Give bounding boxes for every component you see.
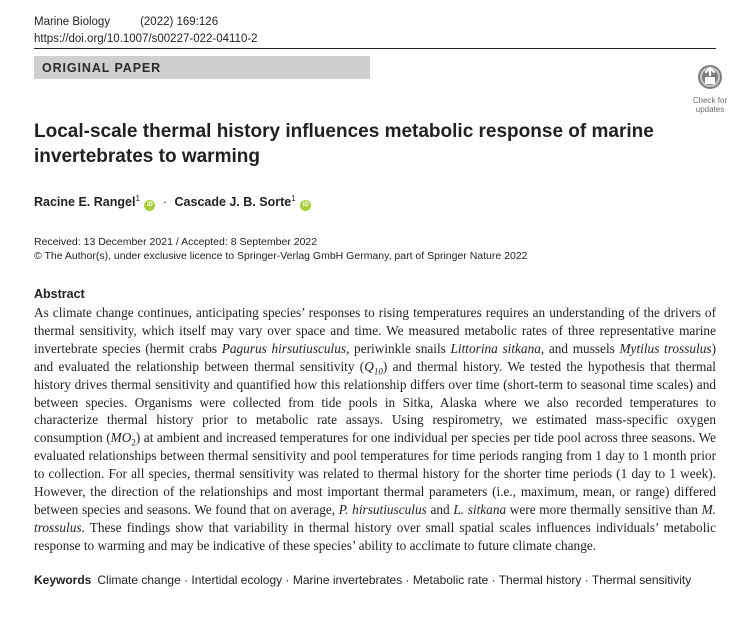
author-name: Cascade J. B. Sorte [174, 195, 292, 210]
species-name: Littorina sitkana [450, 340, 541, 356]
article-type-band [34, 56, 370, 79]
abstract-text: and [426, 501, 454, 517]
doi-link[interactable]: https://doi.org/10.1007/s00227-022-04110-2 [34, 33, 258, 45]
species-name: P. hirsutiusculus [338, 501, 427, 517]
species-name: Pagurus hirsutiusculus [221, 340, 347, 356]
keywords-section [34, 571, 724, 589]
species-name: Mytilus trossulus [619, 340, 712, 356]
keyword-separator: · [282, 573, 293, 587]
check-for-updates-line2: updates [695, 105, 725, 114]
check-for-updates-button[interactable] [690, 64, 730, 114]
author-name: Racine E. Rangel [34, 195, 136, 210]
check-for-updates-line1: Check for [692, 96, 728, 105]
keyword-separator: · [402, 573, 413, 587]
keyword-separator: · [488, 573, 499, 587]
copyright-notice: © The Author(s), under exclusive licence to Springer-Verlag GmbH Germany, part of Springer Nature 2022 [34, 250, 528, 262]
q10-symbol: Q [364, 358, 374, 374]
author-affiliation: 1 [135, 194, 140, 203]
abstract-text: ) at ambient and increased temperatures for one individual per species per tide pool across three seasons. We evaluated relationships between thermal sensitivity and pool temperatures for time periods ranging from 1 day to 1 month prior to collection. For all species, thermal sensitivity was related to thermal history for the shorter time periods (1 day to 1 week). However, the direction of the relationships and most important thermal parameters (i.e., maximum, mean, or range) differed between species and seasons. We found that on average, [34, 430, 717, 517]
keyword-item: Thermal history [498, 573, 582, 587]
species-name: M. trossulus [34, 501, 716, 535]
received-accepted: Received: 13 December 2021 / Accepted: 8 September 2022 [34, 236, 318, 248]
publication-dates [34, 235, 528, 263]
check-for-updates-icon [697, 64, 723, 90]
journal-name: Marine Biology [34, 16, 111, 28]
abstract-text: , and mussels [540, 340, 620, 356]
keyword-item: Marine invertebrates [292, 573, 403, 587]
abstract-text: ) and evaluated the relationship between thermal sensitivity ( [34, 340, 717, 374]
keyword-item: Metabolic rate [412, 573, 489, 587]
keyword-separator: · [180, 573, 192, 587]
abstract-text: were more thermally sensitive than [506, 501, 702, 517]
author-separator: · [162, 195, 168, 210]
abstract-body [34, 304, 716, 555]
orcid-icon[interactable]: iD [144, 200, 155, 211]
header-rule [34, 48, 716, 49]
q10-subscript: 10 [373, 366, 383, 377]
paper-title: Local-scale thermal history influences metabolic response of marine invertebrates to warming [34, 121, 654, 167]
author-list [34, 190, 311, 211]
species-name: L. sitkana [453, 501, 507, 517]
author-affiliation: 1 [291, 194, 296, 203]
abstract-text: , periwinkle snails [346, 340, 451, 356]
keyword-item: Thermal sensitivity [591, 573, 692, 587]
keyword-item: Climate change [97, 573, 181, 587]
article-type-label: ORIGINAL PAPER [42, 61, 162, 75]
orcid-icon[interactable]: iD [300, 200, 311, 211]
keyword-separator: · [581, 573, 592, 587]
journal-header [34, 14, 258, 48]
abstract-heading: Abstract [34, 287, 85, 301]
mo2-symbol: MO [110, 430, 132, 446]
journal-volume: (2022) 169:126 [140, 16, 219, 28]
abstract-text: . These findings show that variability in thermal history over small spatial scales influences individuals’ metabolic response to warming and may be indicative of these species’ ability to acclimate to future climate change. [34, 519, 716, 553]
keywords-heading: Keywords [34, 573, 92, 587]
keyword-item: Intertidal ecology [191, 573, 283, 587]
abstract-text: ) and thermal history. We tested the hypothesis that thermal history drives thermal sensitivity and quantified how this relationship differs over time (short-term to seasonal time scales) and between species. Organisms were collected from tide pools in Sitka, Alaska where we also recorded temperatures to characterize thermal history prior to metabolic rate assays. Using respirometry, we estimated mass-specific oxygen consumption ( [34, 358, 716, 446]
mo2-subscript: 2 [131, 438, 136, 448]
abstract-text: As climate change continues, anticipating species’ responses to rising temperatures requires an understanding of the drivers of thermal sensitivity, which itself may vary over space and time. We measured metabolic rates of three representative marine invertebrate species (hermit crabs [34, 305, 716, 356]
